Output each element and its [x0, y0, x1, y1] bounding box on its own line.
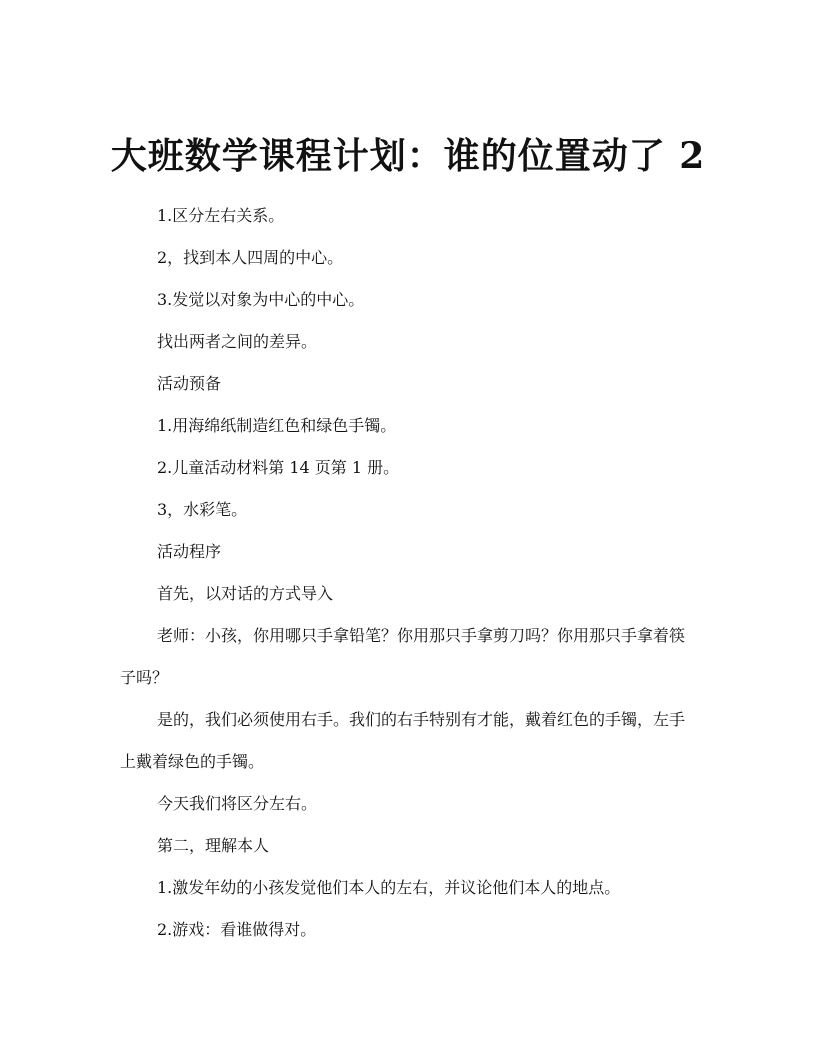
paragraph: 1.区分左右关系。 — [157, 206, 285, 225]
section-heading: 活动预备 — [157, 374, 222, 393]
paragraph: 3.发觉以对象为中心的中心。 — [157, 290, 365, 309]
paragraph: 找出两者之间的差异。 — [157, 332, 318, 351]
section-heading: 活动程序 — [157, 542, 222, 561]
paragraph: 3，水彩笔。 — [157, 500, 248, 519]
paragraph: 1.激发年幼的小孩发觉他们本人的左右，并议论他们本人的地点。 — [157, 878, 621, 897]
document-title: 大班数学课程计划：谁的位置动了 2 — [110, 135, 706, 178]
paragraph: 今天我们将区分左右。 — [157, 794, 318, 813]
paragraph: 老师：小孩，你用哪只手拿铅笔？你用那只手拿剪刀吗？你用那只手拿着筷子吗？ — [120, 626, 686, 687]
paragraph: 2.儿童活动材料第 14 页第 1 册。 — [157, 458, 400, 477]
paragraph: 是的，我们必须使用右手。我们的右手特别有才能，戴着红色的手镯，左手上戴着绿色的手镯。 — [120, 710, 686, 771]
paragraph: 2.游戏：看谁做得对。 — [157, 920, 317, 939]
paragraph: 1.用海绵纸制造红色和绿色手镯。 — [157, 416, 397, 435]
paragraph: 首先，以对话的方式导入 — [157, 584, 334, 603]
paragraph: 2，找到本人四周的中心。 — [157, 248, 344, 267]
section-heading: 第二，理解本人 — [157, 836, 270, 855]
